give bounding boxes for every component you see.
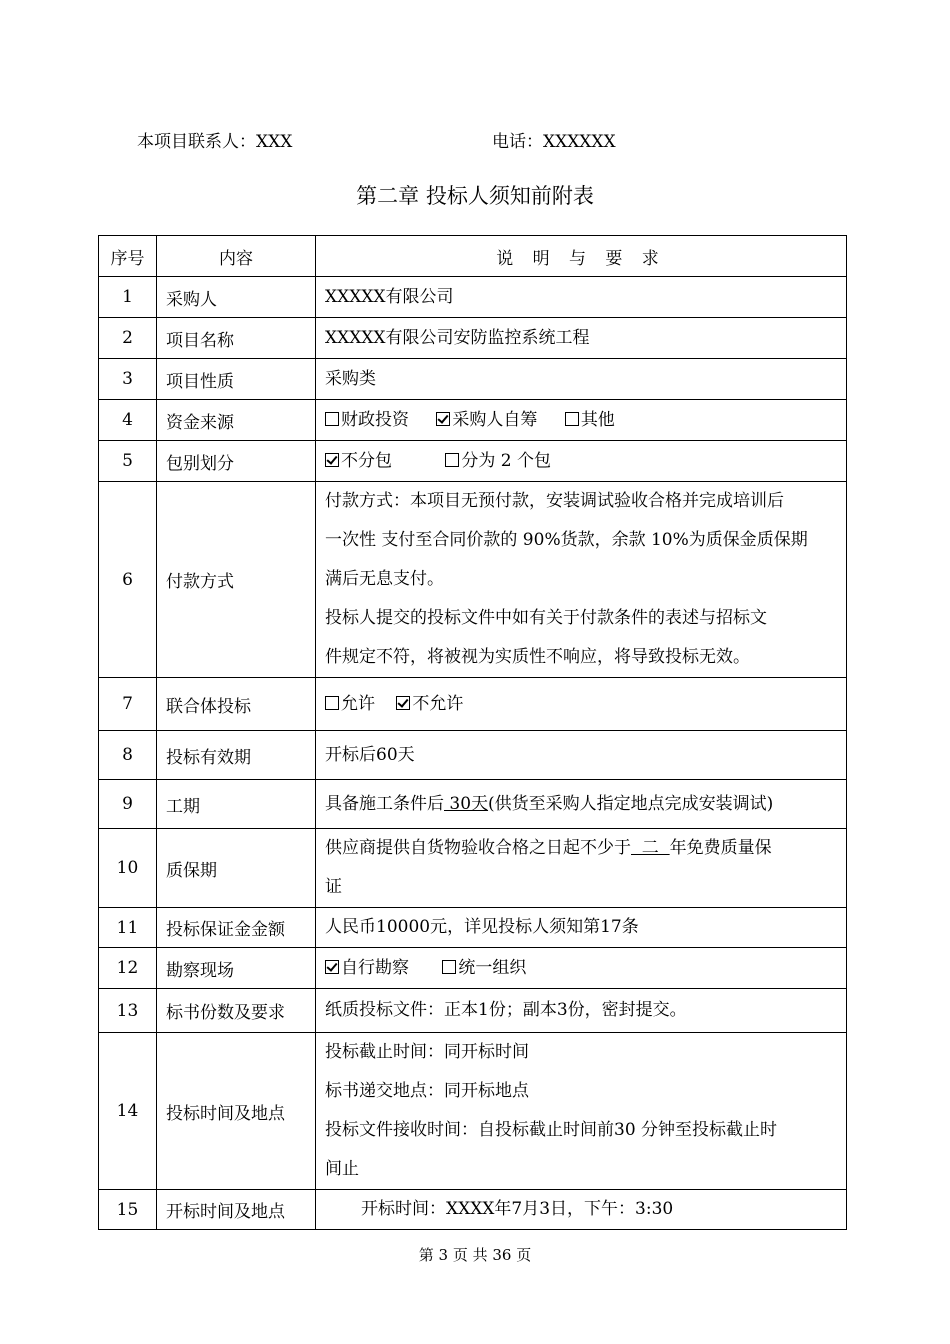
row-no: 14 <box>99 1033 157 1190</box>
desc-line: 间止 <box>325 1159 359 1179</box>
contact-person: 本项目联系人：XXX <box>137 132 293 152</box>
checkbox-option[interactable] <box>445 451 551 471</box>
table-row <box>99 318 847 359</box>
row-item: 包别划分 <box>157 441 316 482</box>
checkbox-option[interactable] <box>436 410 537 430</box>
checkbox-option[interactable] <box>325 694 375 714</box>
option-label: 不分包 <box>341 450 392 471</box>
row-desc: 人民币10000元，详见投标人须知第17条 <box>316 908 847 948</box>
desc-text: 年免费质量保 <box>669 838 772 858</box>
desc-text: (供货至采购人指定地点完成安装调试) <box>488 793 774 814</box>
header-desc: 说 明 与 要 求 <box>316 236 847 277</box>
table-row <box>99 908 847 948</box>
row-item: 投标时间及地点 <box>157 1033 316 1190</box>
row-desc: 开标后60天 <box>316 731 847 780</box>
row-item: 项目性质 <box>157 359 316 400</box>
checkbox-option[interactable] <box>325 451 392 471</box>
row-no: 11 <box>99 908 157 948</box>
checkbox-option[interactable] <box>325 410 409 430</box>
underlined-value: 二 <box>631 838 670 858</box>
row-item: 投标保证金金额 <box>157 908 316 948</box>
row-no: 4 <box>99 400 157 441</box>
row-item: 开标时间及地点 <box>157 1190 316 1230</box>
row-desc <box>316 400 847 441</box>
row-no: 10 <box>99 829 157 908</box>
table-row <box>99 400 847 441</box>
table-row <box>99 780 847 829</box>
option-label: 统一组织 <box>458 957 527 978</box>
table-row <box>99 989 847 1033</box>
row-no: 6 <box>99 482 157 678</box>
contact-phone: 电话：XXXXXX <box>492 132 616 152</box>
table-row <box>99 731 847 780</box>
row-no: 1 <box>99 277 157 318</box>
checkbox-option[interactable] <box>396 694 463 714</box>
desc-line: 付款方式：本项目无预付款，安装调试验收合格并完成培训后 <box>325 491 784 511</box>
row-desc <box>316 482 847 678</box>
desc-text: 具备施工条件后 <box>325 793 444 814</box>
row-item: 标书份数及要求 <box>157 989 316 1033</box>
row-desc <box>316 829 847 908</box>
checkbox-icon <box>442 960 456 974</box>
row-desc <box>316 948 847 989</box>
option-label: 不允许 <box>412 693 464 714</box>
checkbox-option[interactable] <box>325 958 409 978</box>
row-desc <box>316 780 847 829</box>
desc-line: 一次性 支付至合同价款的 90%货款，余款 10%为质保金质保期 <box>325 530 808 550</box>
checkbox-icon <box>565 412 579 426</box>
table-row <box>99 678 847 731</box>
row-desc <box>316 678 847 731</box>
desc-line: 投标人提交的投标文件中如有关于付款条件的表述与招标文 <box>325 608 767 628</box>
row-desc: 采购类 <box>316 359 847 400</box>
desc-line: 满后无息支付。 <box>325 569 444 589</box>
header-item: 内容 <box>157 236 316 277</box>
table-row <box>99 359 847 400</box>
checked-checkbox-icon <box>325 960 339 974</box>
checkbox-icon <box>325 696 339 710</box>
checked-checkbox-icon <box>436 412 450 426</box>
option-label: 财政投资 <box>341 409 409 430</box>
checked-checkbox-icon <box>325 453 339 467</box>
row-desc: XXXXX有限公司 <box>316 277 847 318</box>
desc-text: 供应商提供自货物验收合格之日起不少于 <box>325 838 631 858</box>
row-no: 3 <box>99 359 157 400</box>
underlined-value: 30天 <box>444 793 489 814</box>
row-item: 资金来源 <box>157 400 316 441</box>
checkbox-icon <box>445 453 459 467</box>
desc-line: 标书递交地点：同开标地点 <box>325 1081 529 1101</box>
header-no: 序号 <box>99 236 157 277</box>
row-no: 9 <box>99 780 157 829</box>
chapter-title: 第二章 投标人须知前附表 <box>356 184 594 208</box>
desc-line: 证 <box>325 877 342 897</box>
table-row <box>99 277 847 318</box>
table-header-row <box>99 236 847 277</box>
row-item: 付款方式 <box>157 482 316 678</box>
row-no: 13 <box>99 989 157 1033</box>
table-row <box>99 948 847 989</box>
table-row <box>99 829 847 908</box>
table-row <box>99 482 847 678</box>
desc-line <box>325 829 840 868</box>
row-no: 12 <box>99 948 157 989</box>
desc-line: 件规定不符，将被视为实质性不响应，将导致投标无效。 <box>325 647 750 667</box>
checkbox-option[interactable] <box>442 958 526 978</box>
row-desc <box>316 1033 847 1190</box>
option-label: 允许 <box>341 693 375 714</box>
row-item: 采购人 <box>157 277 316 318</box>
option-label: 其他 <box>580 409 615 430</box>
row-no: 7 <box>99 678 157 731</box>
row-item: 联合体投标 <box>157 678 316 731</box>
page-footer: 第 3 页 共 36 页 <box>418 1246 532 1264</box>
checkbox-icon <box>325 412 339 426</box>
row-no: 5 <box>99 441 157 482</box>
desc-line: 投标截止时间：同开标时间 <box>325 1042 529 1062</box>
row-desc: 纸质投标文件：正本1份；副本3份，密封提交。 <box>316 989 847 1033</box>
desc-line: 投标文件接收时间：自投标截止时间前30 分钟至投标截止时 <box>325 1120 778 1140</box>
row-item: 勘察现场 <box>157 948 316 989</box>
option-label: 分为 2 个包 <box>461 450 552 471</box>
option-label: 自行勘察 <box>341 957 409 978</box>
checkbox-option[interactable] <box>565 410 615 430</box>
requirements-table <box>98 235 847 1230</box>
table-row <box>99 441 847 482</box>
table-row <box>99 1033 847 1190</box>
row-item: 投标有效期 <box>157 731 316 780</box>
row-desc: 开标时间：XXXX年7月3日，下午：3:30 <box>316 1190 847 1230</box>
row-item: 质保期 <box>157 829 316 908</box>
row-no: 8 <box>99 731 157 780</box>
row-no: 2 <box>99 318 157 359</box>
table-row <box>99 1190 847 1230</box>
row-no: 15 <box>99 1190 157 1230</box>
row-desc <box>316 441 847 482</box>
row-item: 工期 <box>157 780 316 829</box>
row-desc: XXXXX有限公司安防监控系统工程 <box>316 318 847 359</box>
row-item: 项目名称 <box>157 318 316 359</box>
checked-checkbox-icon <box>396 696 410 710</box>
option-label: 采购人自筹 <box>452 409 538 430</box>
